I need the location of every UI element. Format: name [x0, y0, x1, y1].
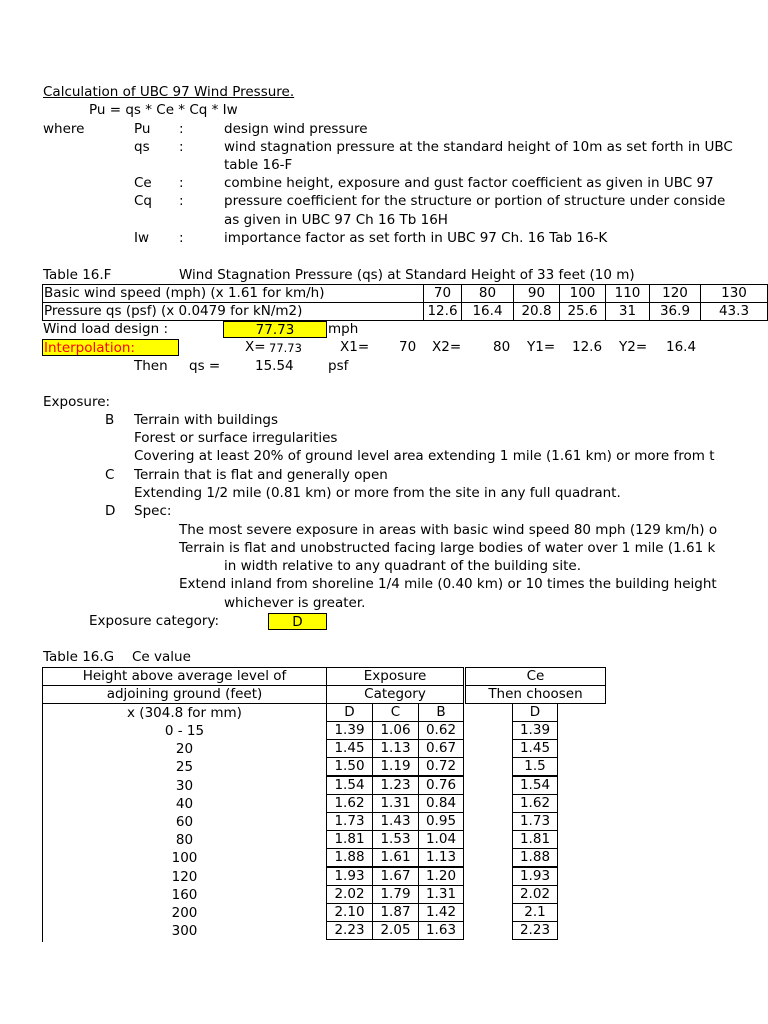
table16g-cell-c: 1.31 — [372, 794, 419, 813]
exposure-d-line: Terrain is flat and unobstructed facing large bodies of water over 1 mile (1.61 k — [179, 540, 716, 556]
table16g-cell-d: 2.23 — [326, 921, 373, 940]
table16g-cell-d: 1.45 — [326, 739, 373, 758]
then-label: Then — [134, 358, 168, 374]
table16g-header-exposure: Exposure — [326, 667, 464, 686]
def-colon: : — [179, 230, 184, 246]
table16f-cell: 120 — [649, 284, 701, 303]
table16g-cell-chosen: 1.45 — [512, 739, 558, 758]
table16g-height-value: 40 — [175, 796, 194, 812]
table16g-cell-d: 2.02 — [326, 885, 373, 904]
table16f-cell: 130 — [700, 284, 768, 303]
table16g-header-chosen: Then choosen — [465, 685, 606, 704]
table16g-cell-d: 1.50 — [326, 757, 373, 776]
table16g-label: Table 16.G — [43, 649, 115, 665]
interp-x1-label: X1= — [340, 339, 370, 355]
table16g-cell-c: 1.06 — [372, 721, 419, 740]
table16g-header-ce: Ce — [465, 667, 606, 686]
table16g-cell-c: 1.53 — [372, 830, 419, 849]
exposure-d-line: Extend inland from shoreline 1/4 mile (0.40 km) or 10 times the building height — [179, 576, 717, 592]
table16g-height-value: 80 — [175, 832, 194, 848]
where-label: where — [43, 121, 85, 137]
table16g-cell-chosen: 2.02 — [512, 885, 558, 904]
table16g-cell-d: 1.54 — [326, 776, 373, 795]
interp-x2-value: 80 — [493, 339, 511, 355]
def-colon: : — [179, 139, 184, 155]
table16g-cell-c: 1.23 — [372, 776, 419, 795]
interp-y1-label: Y1= — [527, 339, 556, 355]
table16g-height-value: 25 — [175, 759, 194, 775]
table16g-header-height-2: adjoining ground (feet) — [42, 685, 327, 704]
table16f-cell: 31 — [605, 302, 650, 321]
interp-y2-value: 16.4 — [666, 339, 697, 355]
qs-value: 15.54 — [255, 358, 294, 374]
table16f-cell: 25.6 — [559, 302, 606, 321]
table16g-cell-c: 1.61 — [372, 848, 419, 867]
table16f-cell: 90 — [513, 284, 560, 303]
def-colon: : — [179, 121, 184, 137]
table16g-cell-chosen: 1.73 — [512, 812, 558, 831]
def-colon: : — [179, 193, 184, 209]
table16g-cell-c: 1.67 — [372, 867, 419, 886]
def-text-qs-2: table 16-F — [224, 157, 293, 173]
table16f-cell: 80 — [461, 284, 514, 303]
exposure-b-line: Covering at least 20% of ground level area extending 1 mile (1.61 km) or more from t — [134, 448, 715, 464]
table16g-cell-b: 1.20 — [418, 867, 464, 886]
def-symbol-qs: qs — [134, 139, 150, 155]
exposure-b-line: Forest or surface irregularities — [134, 430, 338, 446]
exposure-b-letter: B — [105, 412, 115, 428]
table16g-cell-b: 1.04 — [418, 830, 464, 849]
def-text-iw: importance factor as set forth in UBC 97 Ch. 16 Tab 16-K — [224, 230, 608, 246]
def-symbol-cq: Cq — [134, 193, 152, 209]
table16g-cell-b: 1.31 — [418, 885, 464, 904]
exposure-category-label: Exposure category: — [89, 613, 220, 629]
def-text-cq-2: as given in UBC 97 Ch 16 Tb 16H — [224, 212, 448, 228]
wind-load-unit: mph — [328, 321, 359, 337]
exposure-d-line: The most severe exposure in areas with basic wind speed 80 mph (129 km/h) o — [179, 522, 718, 538]
exposure-b-line: Terrain with buildings — [134, 412, 279, 428]
table16g-height-value: 0 - 15 — [164, 723, 205, 739]
def-text-ce: combine height, exposure and gust factor coefficient as given in UBC 97 — [224, 175, 714, 191]
exposure-category-input[interactable]: D — [268, 613, 327, 630]
table16g-height-value: 100 — [171, 850, 198, 866]
table16g-col-d: D — [326, 703, 373, 722]
interp-y1-value: 12.6 — [572, 339, 603, 355]
table16g-cell-c: 1.79 — [372, 885, 419, 904]
table16g-cell-c: 1.43 — [372, 812, 419, 831]
def-symbol-pu: Pu — [134, 121, 151, 137]
table16f-cell: 43.3 — [700, 302, 768, 321]
table16g-cell-c: 1.13 — [372, 739, 419, 758]
table16g-height-value: 20 — [175, 741, 194, 757]
table16g-cell-chosen: 1.93 — [512, 867, 558, 886]
def-text-qs: wind stagnation pressure at the standard height of 10m as set forth in UBC — [224, 139, 733, 155]
def-symbol-iw: Iw — [134, 230, 150, 246]
interp-x-label: X= — [245, 339, 266, 355]
interp-y2-label: Y2= — [619, 339, 648, 355]
exposure-d-line: whichever is greater. — [224, 595, 366, 611]
table16g-header-units: x (304.8 for mm) — [127, 705, 242, 721]
table16g-cell-chosen: 1.88 — [512, 848, 558, 867]
table16g-height-value: 160 — [171, 887, 198, 903]
interpolation-label: Interpolation: — [42, 339, 179, 356]
exposure-c-line: Extending 1/2 mile (0.81 km) or more from the site in any full quadrant. — [134, 485, 621, 501]
table16g-cell-b: 1.42 — [418, 903, 464, 922]
exposure-c-letter: C — [105, 467, 115, 483]
table16f-cell: 20.8 — [513, 302, 560, 321]
formula: Pu = qs * Ce * Cq * Iw — [89, 102, 238, 118]
table16g-cell-chosen: 2.23 — [512, 921, 558, 940]
exposure-c-line: Terrain that is flat and generally open — [134, 467, 388, 483]
table16g-col-c: C — [372, 703, 419, 722]
exposure-d-line: in width relative to any quadrant of the building site. — [224, 558, 581, 574]
table16g-cell-b: 0.76 — [418, 776, 464, 795]
table16f-row2-label: Pressure qs (psf) (x 0.0479 for kN/m2) — [42, 302, 424, 321]
table16g-cell-chosen: 1.5 — [512, 757, 558, 776]
table16g-col-chosen: D — [512, 703, 558, 722]
table16f-cell: 16.4 — [461, 302, 514, 321]
table16g-cell-d: 1.62 — [326, 794, 373, 813]
table16f-cell: 100 — [559, 284, 606, 303]
def-symbol-ce: Ce — [134, 175, 152, 191]
table16g-height-value: 30 — [175, 778, 194, 794]
table16g-cell-c: 1.19 — [372, 757, 419, 776]
page-title: Calculation of UBC 97 Wind Pressure. — [43, 84, 295, 100]
table16g-cell-b: 0.95 — [418, 812, 464, 831]
table16g-cell-b: 1.13 — [418, 848, 464, 867]
exposure-d-letter: D — [105, 503, 116, 519]
table16g-cell-b: 0.72 — [418, 757, 464, 776]
table16g-height-value: 60 — [175, 814, 194, 830]
def-colon: : — [179, 175, 184, 191]
table16f-label: Table 16.F — [43, 267, 112, 283]
interp-x2-label: X2= — [432, 339, 462, 355]
table16g-cell-chosen: 2.1 — [512, 903, 558, 922]
qs-label: qs = — [189, 358, 221, 374]
table16g-cell-d: 1.39 — [326, 721, 373, 740]
def-text-pu: design wind pressure — [224, 121, 368, 137]
table16g-cell-b: 0.62 — [418, 721, 464, 740]
table16f-row1-label: Basic wind speed (mph) (x 1.61 for km/h) — [42, 284, 424, 303]
table16g-cell-b: 0.84 — [418, 794, 464, 813]
table16g-cell-d: 2.10 — [326, 903, 373, 922]
table16g-cell-d: 1.93 — [326, 867, 373, 886]
table16g-cell-chosen: 1.54 — [512, 776, 558, 795]
table16g-cell-chosen: 1.39 — [512, 721, 558, 740]
interp-x1-value: 70 — [399, 339, 417, 355]
table16f-cell: 12.6 — [423, 302, 462, 321]
table16g-cell-d: 1.88 — [326, 848, 373, 867]
table16f-cell: 110 — [605, 284, 650, 303]
table16g-title: Ce value — [132, 649, 191, 665]
table16g-header-category: Category — [326, 685, 464, 704]
table16g-cell-d: 1.81 — [326, 830, 373, 849]
table16g-height-value: 120 — [171, 869, 198, 885]
table16g-col-b: B — [418, 703, 464, 722]
table16g-cell-d: 1.73 — [326, 812, 373, 831]
def-text-cq: pressure coefficient for the structure or portion of structure under conside — [224, 193, 726, 209]
exposure-heading: Exposure: — [43, 394, 111, 410]
table16g-cell-chosen: 1.81 — [512, 830, 558, 849]
qs-unit: psf — [328, 358, 349, 374]
exposure-d-spec: Spec: — [134, 503, 172, 519]
table16g-cell-chosen: 1.62 — [512, 794, 558, 813]
wind-load-label: Wind load design : — [43, 321, 168, 337]
table16g-cell-b: 1.63 — [418, 921, 464, 940]
table16g-cell-c: 1.87 — [372, 903, 419, 922]
table16f-cell: 70 — [423, 284, 462, 303]
table16g-cell-c: 2.05 — [372, 921, 419, 940]
interp-x-value: 77.73 — [269, 341, 302, 355]
table16f-title: Wind Stagnation Pressure (qs) at Standard Height of 33 feet (10 m) — [179, 267, 635, 283]
table16g-header-height: Height above average level of — [42, 667, 327, 686]
wind-load-input[interactable]: 77.73 — [223, 321, 327, 338]
table16g-cell-b: 0.67 — [418, 739, 464, 758]
table16g-height-value: 200 — [171, 905, 198, 921]
table16f-cell: 36.9 — [649, 302, 701, 321]
table16g-height-value: 300 — [171, 923, 198, 939]
